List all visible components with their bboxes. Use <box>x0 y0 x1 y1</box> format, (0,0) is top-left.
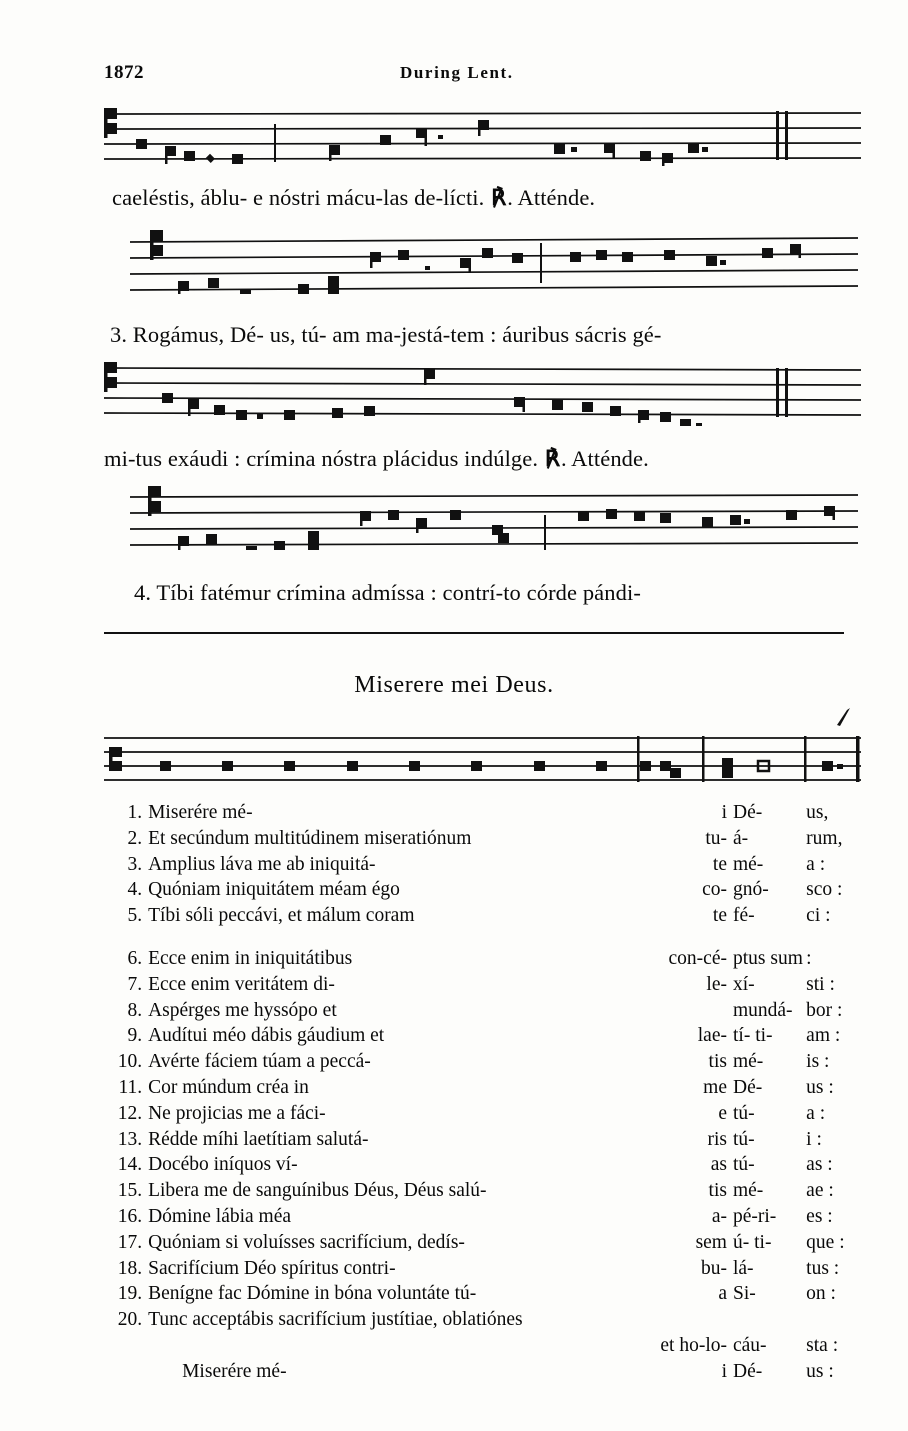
table-row <box>110 998 870 1024</box>
verse-syllable-b: xí- <box>732 973 755 995</box>
verse-number: 8. <box>127 999 143 1021</box>
c-clef-icon <box>104 362 117 392</box>
table-row <box>110 877 870 903</box>
verse-syllable-a <box>660 1307 733 1333</box>
verse-syllable-c: us : <box>806 1076 834 1098</box>
section-divider <box>104 632 844 634</box>
page-header <box>104 62 844 86</box>
table-row <box>110 1023 870 1049</box>
verse-syllable-a: lae- <box>697 1025 727 1047</box>
verse-number: 1. <box>127 802 143 823</box>
verse-text: Dómine lábia méa <box>148 1205 292 1227</box>
chant-staff-2-svg <box>130 228 860 294</box>
spacer-cell <box>110 929 870 946</box>
table-row <box>110 1075 870 1101</box>
verse-syllable-a: me <box>703 1076 727 1098</box>
verse-number: 7. <box>127 973 143 995</box>
verse-number: 20. <box>117 1309 143 1331</box>
table-row <box>110 1101 870 1127</box>
verse-text: Miserére mé- <box>182 1360 287 1382</box>
chant-line-3-text: mi-tus exáudi : crímina nóstra plácidus indúlge. <box>104 446 544 471</box>
verse-syllable-c: on : <box>806 1283 836 1305</box>
chant-line-3 <box>104 446 649 472</box>
verse-syllable-c: i : <box>806 1128 822 1150</box>
verse-syllable-b: mé- <box>732 853 764 875</box>
accent-mark-icon <box>836 708 852 728</box>
verse-text: Aspérges me hyssópo et <box>148 999 337 1021</box>
verse-text: Cor múndum créa in <box>148 1076 309 1098</box>
verse-syllable-c: is : <box>806 1051 830 1073</box>
verse-number: 12. <box>117 1102 143 1124</box>
psalm-tone-staff <box>104 730 864 786</box>
verse-syllable-a: i <box>721 802 727 823</box>
verse-text: Ne projicias me a fáci- <box>148 1102 326 1124</box>
verse-syllable-c: es : <box>806 1205 833 1227</box>
table-row <box>110 1178 870 1204</box>
verse-text: Libera me de sanguínibus Déus, Déus salú- <box>148 1180 487 1202</box>
verse-number: 11. <box>118 1076 143 1098</box>
table-row <box>110 1281 870 1307</box>
verse-text: Amplius láva me ab iniquitá- <box>148 853 376 875</box>
verse-syllable-b: Dé- <box>732 1076 763 1098</box>
table-row <box>110 1230 870 1256</box>
verse-number: 4. <box>127 879 143 901</box>
verse-syllable-a: i <box>721 1360 727 1382</box>
verse-syllable-b: mé- <box>732 1180 764 1202</box>
verse-syllable-a: sem <box>695 1231 727 1253</box>
verse-number: 10. <box>117 1051 143 1073</box>
psalm-title: Miserere mei Deus. <box>354 672 554 698</box>
verse-syllable-a: co- <box>702 879 727 901</box>
verse-syllable-c: am : <box>806 1025 841 1047</box>
table-row <box>110 800 870 826</box>
verse-syllable-c: sta : <box>806 1334 839 1356</box>
verse-number: 18. <box>117 1257 143 1279</box>
chant-staff-3 <box>104 362 864 426</box>
verse-syllable-b: tú- <box>732 1102 755 1124</box>
chant-line-1-text: caeléstis, áblu- e nóstri mácu-las de-lícti. <box>112 185 491 210</box>
chant-staff-3-svg <box>104 362 864 426</box>
verse-syllable-a: a- <box>711 1205 727 1227</box>
table-row <box>110 852 870 878</box>
verse-syllable-a: bu- <box>700 1257 727 1279</box>
verse-syllable-b: fé- <box>732 905 755 927</box>
verse-text: Audítui méo dábis gáudium et <box>148 1025 385 1047</box>
table-row <box>110 1307 870 1333</box>
verse-syllable-b: ptus sum <box>732 947 803 969</box>
verse-syllable-c: sti : <box>806 973 835 995</box>
verse-syllable-b: tú- <box>732 1154 755 1176</box>
verse-syllable-a: le- <box>706 973 727 995</box>
chant-line-1-tail: . Atténde. <box>507 185 596 210</box>
verse-syllable-b: Si- <box>732 1283 756 1305</box>
c-clef-icon <box>104 108 117 138</box>
verse-text: Tunc acceptábis sacrifícium justítiae, oblatiónes <box>148 1309 523 1331</box>
verse-number: 15. <box>117 1180 143 1202</box>
respond-symbol-2: ℟ <box>544 446 560 471</box>
verse-number: 2. <box>127 827 143 849</box>
chant-line-3-tail: . Atténde. <box>560 446 649 471</box>
verse-text: Ecce enim in iniquitátibus <box>148 947 353 969</box>
verse-syllable-a: ris <box>707 1128 727 1150</box>
chant-line-1 <box>112 185 595 211</box>
verse-syllable-a: as <box>710 1154 727 1176</box>
table-row <box>110 903 870 929</box>
verse-table-body <box>110 800 870 1385</box>
chant-staff-4 <box>130 484 860 550</box>
verse-text: Benígne fac Dómine in bóna voluntáte tú- <box>148 1283 477 1305</box>
verse-text: Avérte fáciem túam a peccá- <box>148 1051 371 1073</box>
verse-syllable-a: tu- <box>705 827 727 849</box>
verse-syllable-c: us : <box>806 1360 834 1382</box>
table-row <box>110 826 870 852</box>
table-row <box>110 1256 870 1282</box>
running-title: During Lent. <box>400 63 514 82</box>
verse-syllable-c: tus : <box>806 1257 840 1279</box>
verse-syllable-b: cáu- <box>732 1334 767 1356</box>
psalm-verse-table <box>110 800 870 1385</box>
table-row <box>110 1049 870 1075</box>
table-row <box>110 1152 870 1178</box>
respond-symbol-1: ℟ <box>491 185 507 210</box>
verse-syllable-c: : <box>806 947 812 969</box>
verse-text: Sacrifícium Déo spíritus contri- <box>148 1257 396 1279</box>
verse-syllable-a: tis <box>708 1051 727 1073</box>
verse-text: Miserére mé- <box>148 802 253 823</box>
verse-text: Quóniam iniquitátem méam égo <box>148 879 400 901</box>
chant-line-4 <box>134 580 641 606</box>
verse-syllable-a: con-cé- <box>668 947 727 969</box>
verse-text: Ecce enim veritátem di- <box>148 973 335 995</box>
table-row <box>110 972 870 998</box>
verse-syllable-a: te <box>712 853 727 875</box>
verse-number: 17. <box>117 1231 143 1253</box>
chant-staff-1 <box>104 108 864 170</box>
chant-staff-1-svg <box>104 108 864 170</box>
table-row <box>110 1204 870 1230</box>
verse-number: 9. <box>127 1025 143 1047</box>
verse-syllable-b: mundá- <box>732 999 793 1021</box>
verse-syllable-a: e <box>718 1102 727 1124</box>
verse-number: 6. <box>127 947 143 969</box>
verse-syllable-c: bor : <box>806 999 843 1021</box>
verse-group-spacer <box>110 929 870 946</box>
psalm-tone-staff-svg <box>104 730 864 786</box>
c-clef-icon <box>109 747 122 771</box>
folio-number: 1872 <box>104 62 144 83</box>
verse-syllable-b: lá- <box>732 1257 754 1279</box>
verse-syllable-c: a : <box>806 1102 826 1124</box>
verse-syllable-c: ae : <box>806 1180 834 1202</box>
chant-staff-2 <box>130 228 860 294</box>
verse-syllable-b: Dé- <box>732 1360 763 1382</box>
verse-syllable-b: mé- <box>732 1051 764 1073</box>
verse-repeat-row <box>110 1359 870 1385</box>
table-row <box>110 946 870 972</box>
verse-syllable-c: us, <box>806 802 829 823</box>
verse-text: Rédde míhi laetítiam salutá- <box>148 1128 369 1150</box>
verse-number: 5. <box>127 905 143 927</box>
verse-syllable-b <box>733 1307 806 1333</box>
verse-number: 3. <box>127 853 143 875</box>
verse-text: Quóniam si voluísses sacrifícium, dedís- <box>148 1231 465 1253</box>
table-row <box>110 1127 870 1153</box>
verse-text: Et secúndum multitúdinem miseratiónum <box>148 827 472 849</box>
verse-syllable-b: gnó- <box>732 879 769 901</box>
verse-syllable-c: as : <box>806 1154 833 1176</box>
c-clef-icon <box>150 230 163 260</box>
verse-syllable-a: a <box>718 1283 727 1305</box>
verse-syllable-b: pé-ri- <box>732 1205 777 1227</box>
chant-line-2 <box>110 322 661 348</box>
verse-table <box>110 800 870 1385</box>
verse-syllable-c: a : <box>806 853 826 875</box>
verse-number: 13. <box>117 1128 143 1150</box>
chant-line-2-text: 3. Rogámus, Dé- us, tú- am ma-jestá-tem : áuribus sácris gé- <box>110 322 662 347</box>
verse-syllable-b: Dé- <box>732 802 763 823</box>
verse-syllable-b: ú- ti- <box>732 1231 772 1253</box>
chant-line-4-text: 4. Tíbi fatémur crímina admíssa : contrí-to córde pándi- <box>134 580 641 605</box>
verse-syllable-c: ci : <box>806 905 831 927</box>
verse-syllable-b: á- <box>732 827 749 849</box>
verse-text <box>148 1333 660 1359</box>
verse-syllable-b: tú- <box>732 1128 755 1150</box>
c-clef-icon <box>148 486 161 516</box>
verse-syllable-c: que : <box>806 1231 845 1253</box>
verse-number: 16. <box>117 1205 143 1227</box>
verse-number: 19. <box>117 1283 143 1305</box>
verse-syllable-a: et ho-lo- <box>660 1334 727 1356</box>
verse-number <box>110 1359 148 1385</box>
verse-number <box>110 1333 148 1359</box>
verse-syllable-a: tis <box>708 1180 727 1202</box>
verse-syllable-c: rum, <box>806 827 843 849</box>
verse-syllable-a <box>660 998 733 1024</box>
verse-syllable-c: sco : <box>806 879 843 901</box>
verse-syllable-b: tí- ti- <box>732 1025 773 1047</box>
verse-text: Docébo iníquos ví- <box>148 1154 298 1176</box>
chant-staff-4-svg <box>130 484 860 550</box>
verse-number: 14. <box>117 1154 143 1176</box>
verse-overflow-row <box>110 1333 870 1359</box>
verse-text: Tíbi sóli peccávi, et málum coram <box>148 905 415 927</box>
verse-syllable-a: te <box>712 905 727 927</box>
verse-syllable-c <box>806 1307 870 1333</box>
